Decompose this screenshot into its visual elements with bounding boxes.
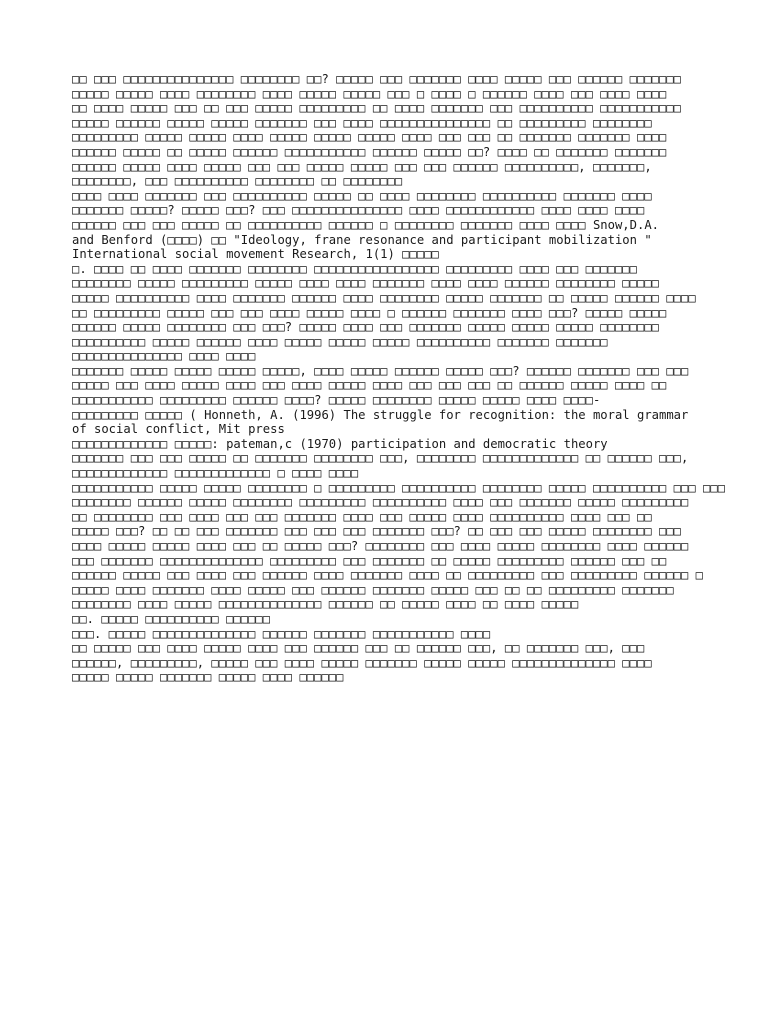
text-line: □□□□□□□□□□□ □□□□□ □□□□□ □□□□□□□□ □ □□□□□□□□□ □□□□□□□□□□ □□□□□□□□ □□□□□ □□□□□□□□□□ □□□ □□□ <box>72 480 726 495</box>
text-line: of social conflict, Mit press <box>72 422 285 437</box>
text-line: □□□□□ □□□ □□□□ □□□□□ □□□□ □□□ □□□□ □□□□□ □□□□ □□□ □□□ □□□ □□ □□□□□□ □□□□□ □□□□ □□ <box>72 378 667 393</box>
text-line: □□□□□□□□□□ □□□□□ □□□□□□ □□□□ □□□□□ □□□□□ □□□□□ □□□□□□□□□□ □□□□□□□ □□□□□□□ <box>72 334 608 349</box>
text-line: □□□□ □□□□ □□□□□□□ □□□ □□□□□□□□□□ □□□□□ □□ □□□□ □□□□□□□□ □□□□□□□□□□ □□□□□□□ □□□□ <box>72 188 652 203</box>
text-line: □□□□□□ □□□□□ □□□□ □□□□□ □□□ □□□ □□□□□ □□□□□ □□□ □□□ □□□□□□ □□□□□□□□□□, □□□□□□□, <box>72 159 652 174</box>
text-line: □□□□□□□□□ □□□□□ ( Honneth, A. (1996) The struggle for recognition: the moral grammar <box>72 407 689 422</box>
text-line: □□□□□□□□ □□□□ □□□□□ □□□□□□□□□□□□□□ □□□□□□ □□ □□□□□ □□□□ □□ □□□□ □□□□□ <box>72 597 579 612</box>
text-line: □□□□□ □□□□□ □□□□□□□ □□□□□ □□□□ □□□□□□ <box>72 670 344 685</box>
text-line: □□□□□ □□□□ □□□□□□□ □□□□ □□□□□ □□□ □□□□□□ □□□□□□□ □□□□□ □□□ □□ □□ □□□□□□□□□ □□□□□□□ <box>72 582 674 597</box>
text-line: □□□□□□□□, □□□ □□□□□□□□□□ □□□□□□□□ □□ □□□□□□□□ <box>72 174 403 189</box>
text-line: □□□□□ □□□□□ □□□□ □□□□□□□□ □□□□ □□□□□ □□□□□ □□□ □ □□□□ □ □□□□□□ □□□□ □□□ □□□□ □□□□ <box>72 86 667 101</box>
text-line: □□□□□□ □□□□□ □□□ □□□□ □□□ □□□□□□ □□□□ □□□□□□□ □□□□ □□ □□□□□□□□□ □□□ □□□□□□□□□ □□□□□□ □ <box>72 568 704 583</box>
text-line: □□□□□□ □□□□□ □□□□□□□□ □□□ □□□? □□□□□ □□□□ □□□ □□□□□□□ □□□□□ □□□□□ □□□□□ □□□□□□□□ <box>72 320 659 335</box>
text-line: □□ □□□ □□□□□□□□□□□□□□□ □□□□□□□□ □□? □□□□□ □□□ □□□□□□□ □□□□ □□□□□ □□□ □□□□□□ □□□□□□□ <box>72 72 682 86</box>
text-line: □□□□□□□□□□□ □□□□□□□□□ □□□□□□ □□□□? □□□□□ □□□□□□□□ □□□□□ □□□□□ □□□□ □□□□- <box>72 393 601 408</box>
text-line: □□□□□□□□ □□□□□ □□□□□□□□□ □□□□□ □□□□ □□□□ □□□□□□□ □□□□ □□□□ □□□□□□ □□□□□□□□ □□□□□ <box>72 276 659 291</box>
document-page <box>72 72 726 685</box>
text-line: International social movement Research, 1(1) □□□□□ <box>72 247 439 262</box>
text-line: □□ □□□□□ □□□ □□□□ □□□□□ □□□□ □□□ □□□□□□ □□□ □□ □□□□□□ □□□, □□ □□□□□□□ □□□, □□□ <box>72 641 645 656</box>
text-line: □□□□□ □□□□□□ □□□□□ □□□□□ □□□□□□□ □□□ □□□□ □□□□□□□□□□□□□□□ □□ □□□□□□□□□ □□□□□□□□ <box>72 115 652 130</box>
text-line: □□. □□□□□ □□□□□□□□□□ □□□□□□ <box>72 611 271 626</box>
text-line: □□ □□□□ □□□□□ □□□ □□ □□□ □□□□□ □□□□□□□□□ □□ □□□□ □□□□□□□ □□□ □□□□□□□□□□ □□□□□□□□□□□ <box>72 101 682 116</box>
text-line: □□ □□□□□□□□ □□□ □□□□ □□□ □□□ □□□□□□□ □□□□ □□□ □□□□□ □□□□ □□□□□□□□□□ □□□□ □□□ □□ <box>72 509 652 524</box>
text-line: □□□□□□□□□□□□□ □□□□□: pateman,c (1970) participation and democratic theory <box>72 436 608 451</box>
text-line: □□□□□□□ □□□□□ □□□□□ □□□□□ □□□□□, □□□□ □□□□□ □□□□□□ □□□□□ □□□? □□□□□□ □□□□□□□ □□□ □□□ <box>72 363 689 378</box>
text-line: □□□□□□□ □□□□□? □□□□□ □□□? □□□ □□□□□□□□□□□□□□□ □□□□ □□□□□□□□□□□□ □□□□ □□□□ □□□□ <box>72 203 645 218</box>
text-line: □□□□□ □□□? □□ □□ □□□ □□□□□□□ □□□ □□□ □□□ □□□□□□□ □□□? □□ □□□ □□□ □□□□□ □□□□□□□□ □□□ <box>72 524 682 539</box>
text-line: □□□□□□□ □□□ □□□ □□□□□ □□ □□□□□□□ □□□□□□□□ □□□, □□□□□□□□ □□□□□□□□□□□□□ □□ □□□□□□ □□□, <box>72 451 689 466</box>
text-line: □□□□ □□□□□ □□□□□ □□□□ □□□ □□ □□□□□ □□□? □□□□□□□□ □□□ □□□□ □□□□□ □□□□□□□□ □□□□ □□□□□□ <box>72 539 689 553</box>
text-line: □□□□□□, □□□□□□□□□, □□□□□ □□□ □□□□ □□□□□ □□□□□□□ □□□□□ □□□□□ □□□□□□□□□□□□□□ □□□□ <box>72 655 652 670</box>
text-line: □□ □□□□□□□□□ □□□□□ □□□ □□□ □□□□ □□□□□ □□□□ □ □□□□□□ □□□□□□□ □□□□ □□□? □□□□□ □□□□□ <box>72 305 667 320</box>
text-line: □□□ □□□□□□□ □□□□□□□□□□□□□□ □□□□□□□□□ □□□ □□□□□□□ □□ □□□□□ □□□□□□□□□ □□□□□□ □□□ □□ <box>72 553 667 568</box>
text-line: □□□□□□□□□ □□□□□ □□□□□ □□□□ □□□□□ □□□□□ □□□□□ □□□□ □□□ □□□ □□ □□□□□□□ □□□□□□□ □□□□ <box>72 130 667 145</box>
text-line: and Benford (□□□□) □□ "Ideology, frane resonance and participant mobilization " <box>72 232 652 247</box>
text-line: □□□□□□ □□□□□ □□ □□□□□ □□□□□□ □□□□□□□□□□□ □□□□□□ □□□□□ □□? □□□□ □□ □□□□□□□ □□□□□□□ <box>72 144 667 159</box>
text-line: □□□□□□□□ □□□□□□ □□□□□ □□□□□□□□ □□□□□□□□□ □□□□□□□□□□ □□□□ □□□ □□□□□□□ □□□□□ □□□□□□□□□ <box>72 495 689 510</box>
text-line: □□□□□□ □□□ □□□ □□□□□ □□ □□□□□□□□□□ □□□□□□ □ □□□□□□□□ □□□□□□□ □□□□ □□□□ Snow,D.A. <box>72 217 659 232</box>
text-line: □□□□□□□□□□□□□□□ □□□□ □□□□ <box>72 349 256 364</box>
text-line: □. □□□□ □□ □□□□ □□□□□□□ □□□□□□□□ □□□□□□□□□□□□□□□□□ □□□□□□□□□ □□□□ □□□ □□□□□□□ <box>72 261 637 276</box>
text-line: □□□. □□□□□ □□□□□□□□□□□□□□ □□□□□□ □□□□□□□ □□□□□□□□□□□ □□□□ <box>72 626 491 641</box>
text-line: □□□□□ □□□□□□□□□□ □□□□ □□□□□□□ □□□□□□ □□□□ □□□□□□□□ □□□□□ □□□□□□□ □□ □□□□□ □□□□□□ □□□□ <box>72 290 696 305</box>
text-line: □□□□□□□□□□□□□ □□□□□□□□□□□□□ □ □□□□ □□□□ <box>72 466 359 481</box>
